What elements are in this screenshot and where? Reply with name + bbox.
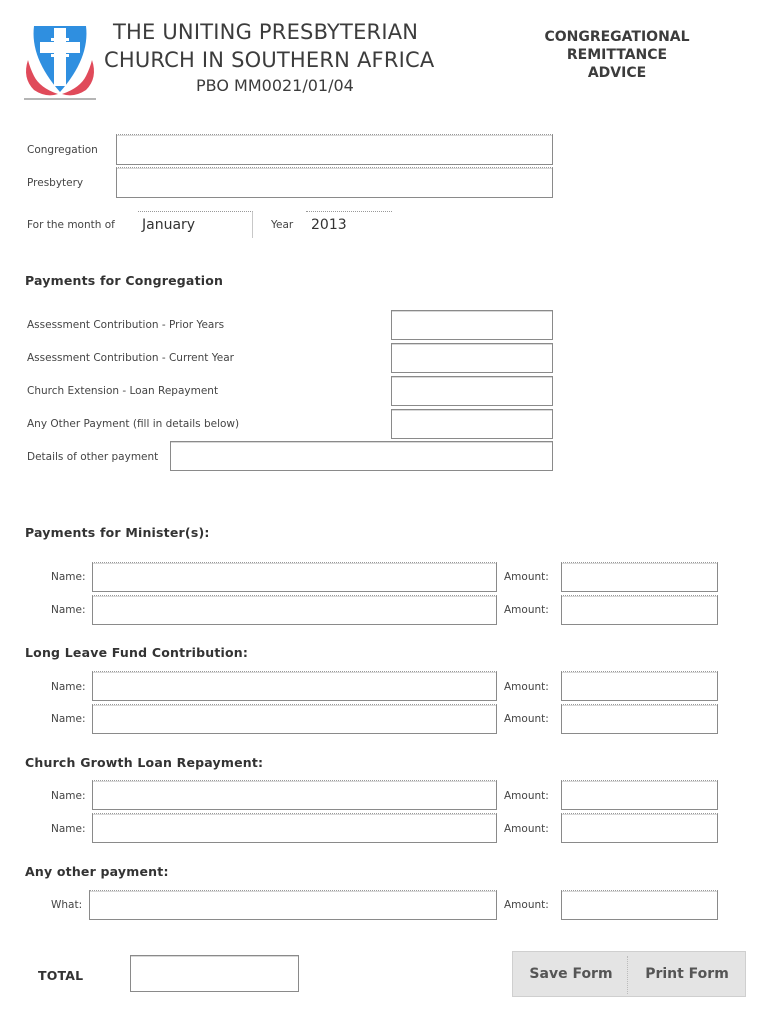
pbo-number: PBO MM0021/01/04 [196,76,354,95]
congregation-field[interactable] [116,134,553,165]
church-growth-amount-field-1[interactable] [561,780,718,810]
church-growth-amount-field-2[interactable] [561,813,718,843]
minister-name-label-1: Name: [51,571,86,583]
year-field[interactable] [306,211,392,238]
other-payment-amount-field[interactable] [391,409,553,439]
month-value: January [142,217,196,233]
total-label: TOTAL [38,968,84,983]
long-leave-name-field-2[interactable] [92,704,497,734]
minister-amount-label-1: Amount: [504,571,549,583]
long-leave-amount-label-1: Amount: [504,681,549,693]
other-amount-label: Amount: [504,899,549,911]
church-extension-label: Church Extension - Loan Repayment [27,385,219,397]
details-other-payment-label: Details of other payment [27,451,159,463]
long-leave-amount-label-2: Amount: [504,713,549,725]
church-extension-amount-field[interactable] [391,376,553,406]
other-payment-label: Any Other Payment (fill in details below) [27,418,240,430]
form-title-line2: REMITTANCE [566,47,668,63]
current-year-label: Assessment Contribution - Current Year [27,352,234,364]
month-label: For the month of [27,219,115,231]
minister-amount-field-2[interactable] [561,595,718,625]
long-leave-name-label-1: Name: [51,681,86,693]
form-title-line3: ADVICE [587,65,647,81]
presbytery-field[interactable] [116,167,553,198]
year-value: 2013 [311,217,347,233]
minister-payments-heading: Payments for Minister(s): [25,525,210,540]
long-leave-amount-field-2[interactable] [561,704,718,734]
save-form-button[interactable]: Save Form [529,966,613,982]
prior-years-label: Assessment Contribution - Prior Years [27,319,225,331]
total-field[interactable] [130,955,299,992]
print-form-button[interactable]: Print Form [645,966,729,982]
church-growth-heading: Church Growth Loan Repayment: [25,755,264,770]
button-divider [627,956,629,994]
any-other-payment-heading: Any other payment: [25,864,169,879]
what-field[interactable] [89,890,497,920]
form-title [520,28,714,82]
church-growth-amount-label-1: Amount: [504,790,549,802]
long-leave-name-field-1[interactable] [92,671,497,701]
church-growth-name-field-2[interactable] [92,813,497,843]
year-label: Year [271,219,294,231]
church-logo-icon [20,18,100,102]
prior-years-amount-field[interactable] [391,310,553,340]
other-amount-field[interactable] [561,890,718,920]
church-name-line1: THE UNITING PRESBYTERIAN [113,20,419,44]
minister-name-field-2[interactable] [92,595,497,625]
minister-name-label-2: Name: [51,604,86,616]
form-actions [512,951,746,997]
minister-amount-label-2: Amount: [504,604,549,616]
minister-amount-field-1[interactable] [561,562,718,592]
month-field[interactable] [138,211,253,238]
church-growth-name-label-2: Name: [51,823,86,835]
current-year-amount-field[interactable] [391,343,553,373]
long-leave-amount-field-1[interactable] [561,671,718,701]
congregation-payments-heading: Payments for Congregation [25,273,224,288]
church-growth-amount-label-2: Amount: [504,823,549,835]
form-title-line1: CONGREGATIONAL [544,29,690,45]
minister-name-field-1[interactable] [92,562,497,592]
what-label: What: [51,899,83,911]
congregation-label: Congregation [27,144,98,156]
details-other-payment-field[interactable] [170,441,553,471]
long-leave-heading: Long Leave Fund Contribution: [25,645,249,660]
church-growth-name-field-1[interactable] [92,780,497,810]
church-growth-name-label-1: Name: [51,790,86,802]
long-leave-name-label-2: Name: [51,713,86,725]
presbytery-label: Presbytery [27,177,84,189]
church-logo [20,18,100,102]
church-name-line2: CHURCH IN SOUTHERN AFRICA [104,48,435,72]
